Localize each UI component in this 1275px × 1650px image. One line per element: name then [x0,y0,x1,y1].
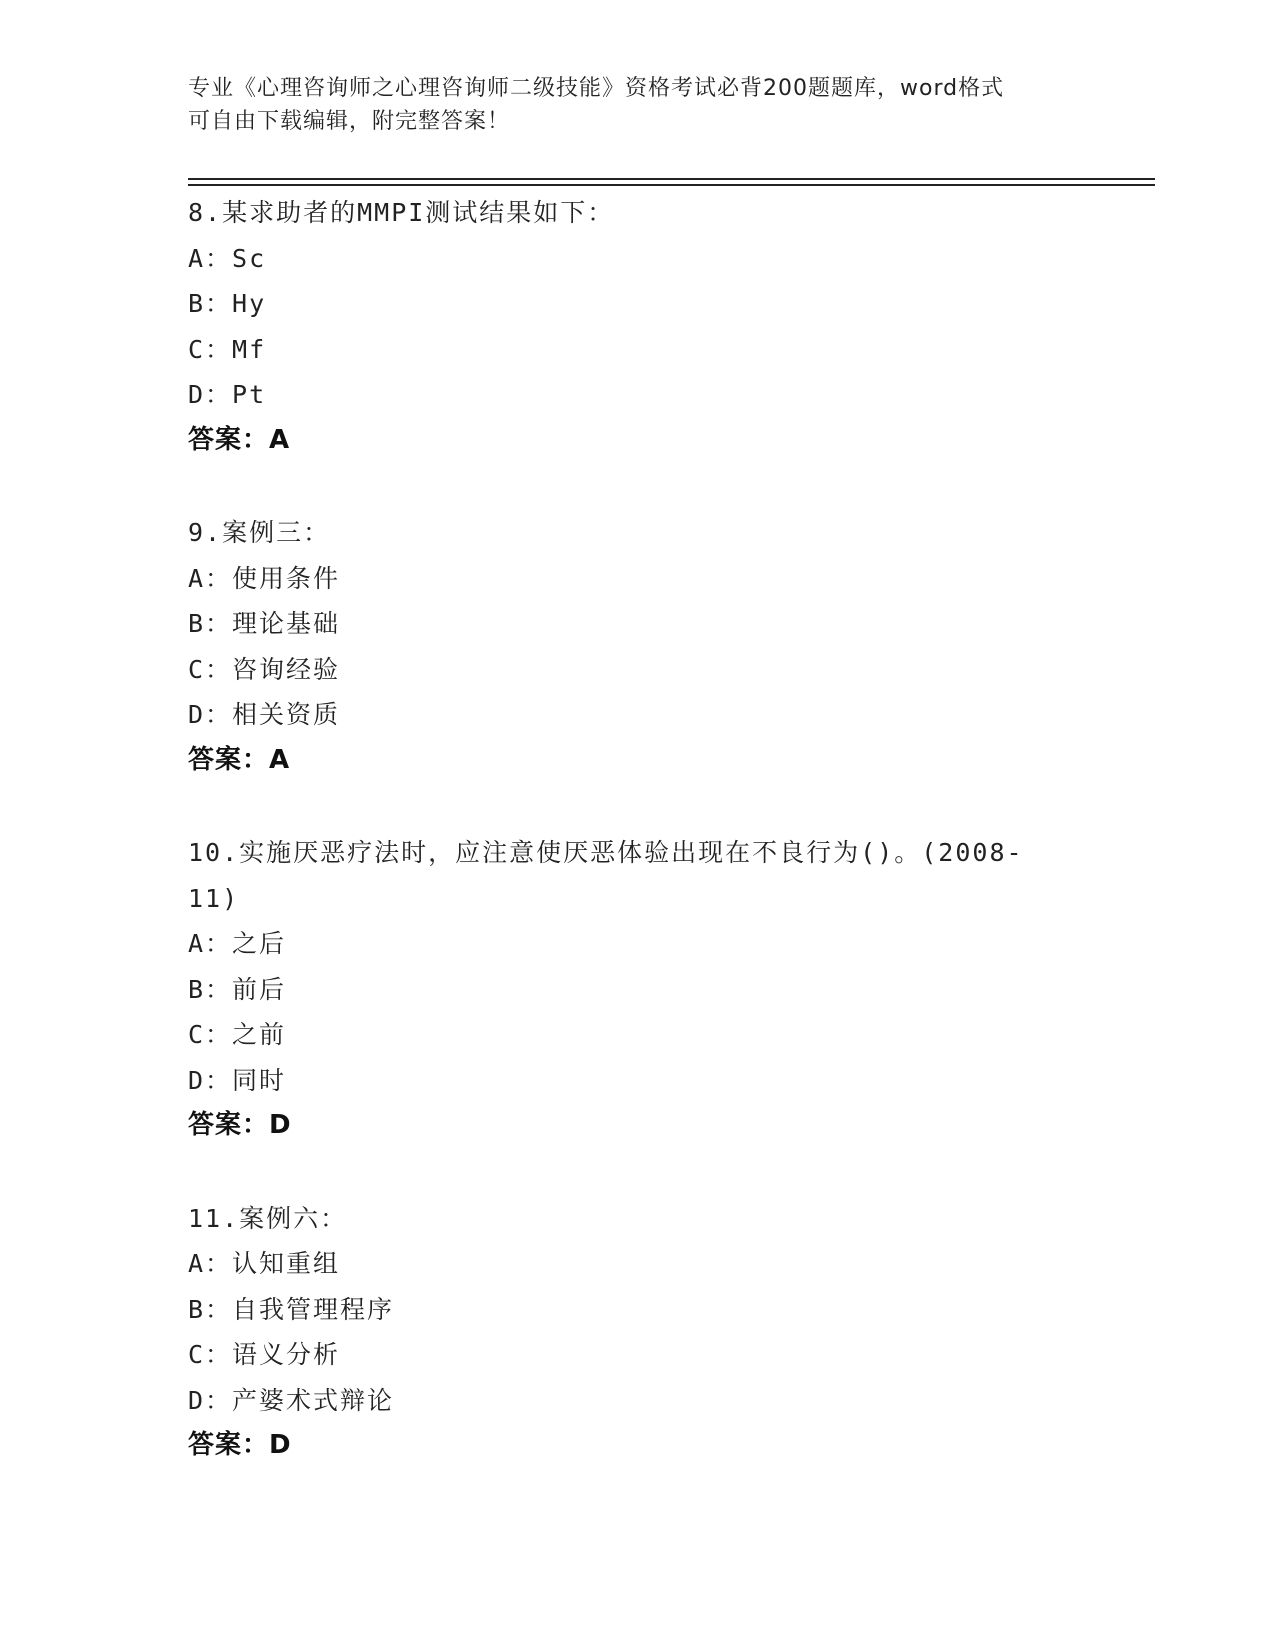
option-a: A：Sc [188,243,267,273]
question-item [188,190,1108,463]
option-d: D：Pt [188,380,267,409]
option-b: B：理论基础 [188,609,341,638]
option-d: D：相关资质 [188,700,341,729]
option-b: B：Hy [188,289,267,318]
question-stem: 9.案例三： [188,518,331,547]
option-c: C：Mf [188,334,267,364]
answer-label: 答案：A [188,744,291,775]
question-stem: 10.实施厌恶疗法时，应注意使厌恶体验出现在不良行为()。(2008-11) [188,838,1024,913]
answer-label: 答案：D [188,1430,292,1460]
document-header [188,72,1088,138]
question-stem: 11.案例六： [188,1203,348,1233]
question-stem: 8.某求助者的MMPI测试结果如下： [188,198,615,227]
question-list [188,190,1108,1516]
option-a: A：之后 [188,929,287,958]
option-c: C：之前 [188,1020,287,1049]
option-c: C：语义分析 [188,1340,341,1369]
option-b: B：自我管理程序 [188,1294,395,1324]
question-item [188,830,1108,1149]
option-d: D：产婆术式辩论 [188,1385,395,1415]
option-b: B：前后 [188,974,287,1004]
option-c: C：咨询经验 [188,654,341,684]
answer-label: 答案：D [188,1110,292,1140]
header-divider-bottom [188,184,1155,186]
header-title-line-1: 专业《心理咨询师之心理咨询师二级技能》资格考试必背200题题库，word格式 [188,76,1005,101]
option-a: A：认知重组 [188,1249,341,1278]
header-title-line-2: 可自由下载编辑，附完整答案！ [188,109,511,134]
option-d: D：同时 [188,1065,287,1095]
option-a: A：使用条件 [188,563,341,593]
question-item [188,1196,1108,1469]
question-item [188,510,1108,783]
answer-label: 答案：A [188,424,291,455]
header-divider-top [188,178,1155,180]
